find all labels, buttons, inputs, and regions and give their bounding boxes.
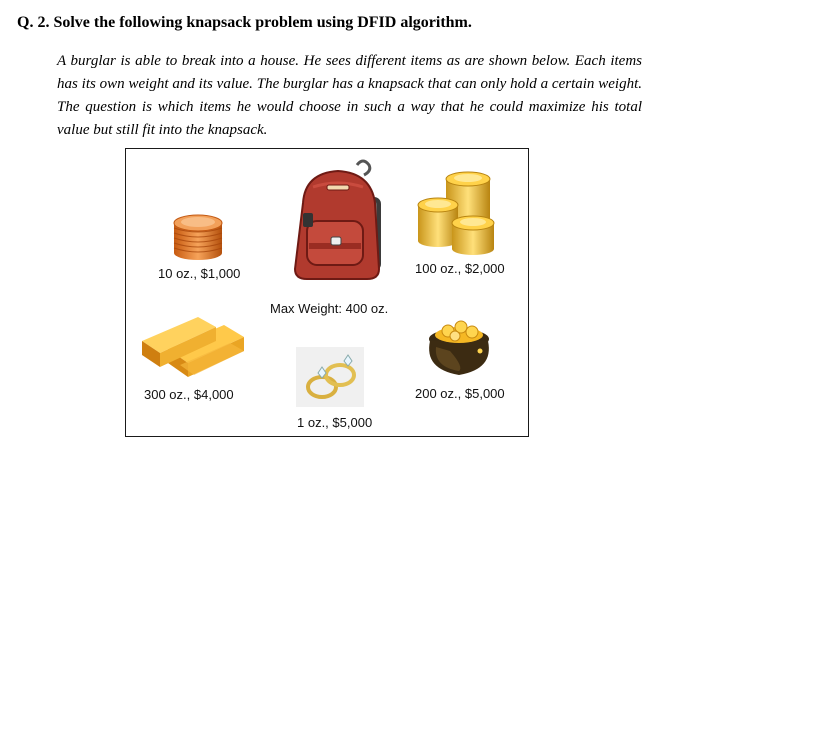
question-body: A burglar is able to break into a house. He sees different items as are shown below. Each items has its own weight and its value. The burglar has a knapsack that can only hold a certain weight. The question is which items he would choose in such a way that he could maximize his total value but still fit into the knapsack. <box>57 53 642 138</box>
gold-coin-stacks-icon <box>416 167 502 259</box>
item-label: 300 oz., $4,000 <box>144 387 234 402</box>
knapsack-max-weight-label: Max Weight: 400 oz. <box>270 301 389 316</box>
item-label: 100 oz., $2,000 <box>415 261 505 276</box>
pot-of-gold-icon <box>424 317 494 379</box>
copper-coin-stack-icon <box>170 209 226 261</box>
knapsack-figure <box>125 148 529 437</box>
backpack-icon <box>283 159 393 287</box>
item-label: 10 oz., $1,000 <box>158 266 241 281</box>
item-label: 1 oz., $5,000 <box>297 415 373 430</box>
diamond-rings-icon <box>296 347 364 407</box>
question-title: Q. 2. Solve the following knapsack problem using DFID algorithm. <box>17 14 472 31</box>
gold-bars-icon <box>140 311 248 383</box>
item-label: 200 oz., $5,000 <box>415 386 505 401</box>
